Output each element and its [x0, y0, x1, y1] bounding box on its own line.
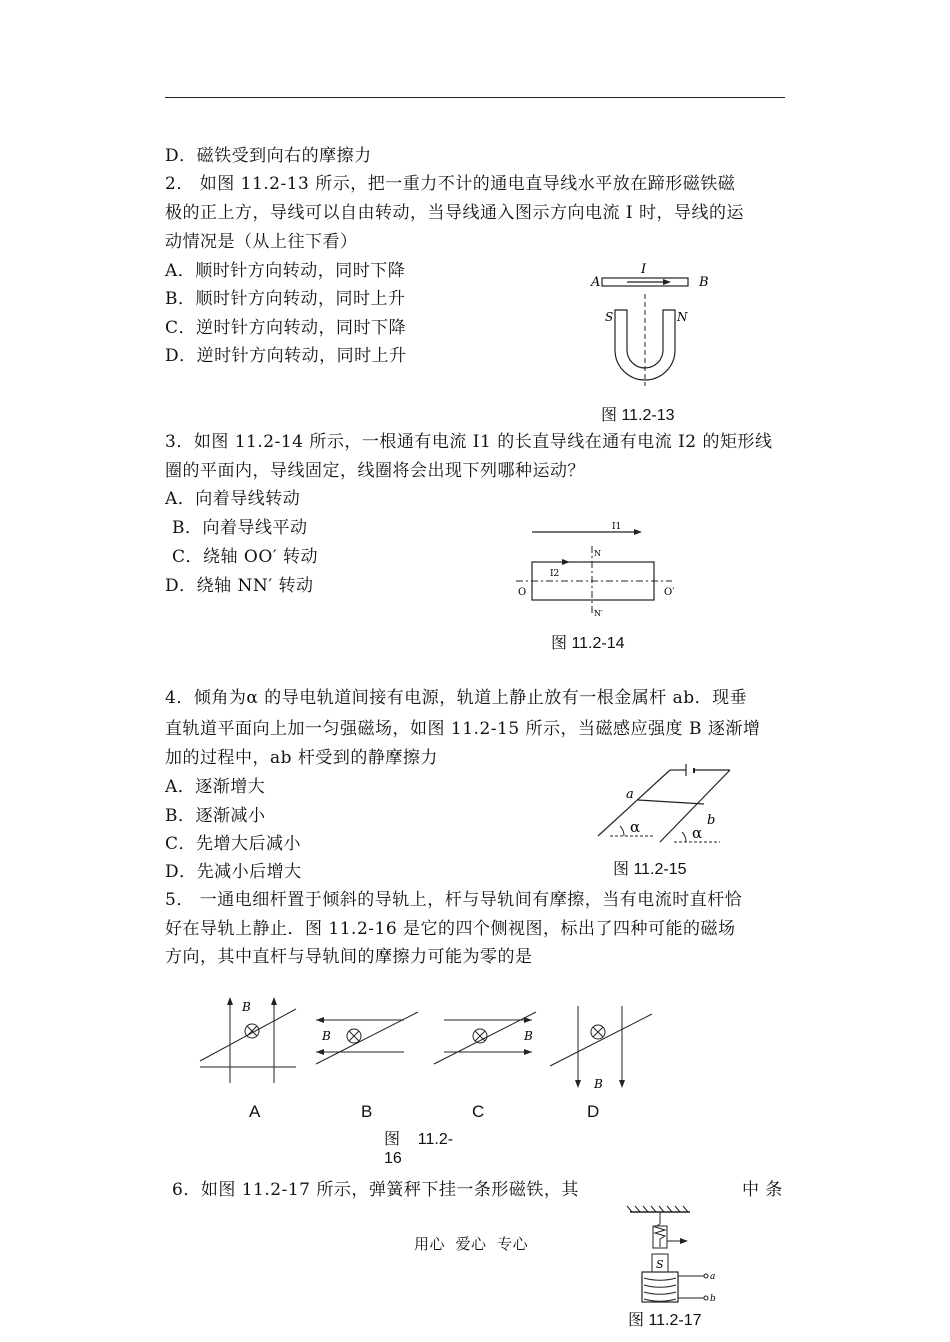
figure-11-2-17 — [620, 1204, 730, 1314]
q2-option-c: C．逆时针方向转动，同时下降 — [165, 318, 407, 338]
fig13-caption: 图 11.2-13 — [601, 407, 675, 424]
figure-11-2-13 — [585, 258, 715, 398]
q6-line1-end: 中 条 — [742, 1180, 783, 1200]
fig13-label-a: A — [591, 275, 601, 290]
figure-11-2-14 — [510, 518, 690, 624]
q3-line1: 3．如图 11.2-14 所示，一根通有电流 I1 的长直导线在通有电流 I2 的矩形线 — [165, 432, 773, 452]
q2-option-d: D．逆时针方向转动，同时上升 — [165, 346, 407, 366]
q3-line2: 圈的平面内，导线固定，线圈将会出现下列哪种运动？ — [165, 461, 585, 481]
fig16-label-c: C — [472, 1102, 485, 1121]
q2-line2: 极的正上方，导线可以自由转动，当导线通入图示方向电流 I 时，导线的运 — [165, 203, 745, 223]
fig17-caption: 图 11.2-17 — [628, 1312, 702, 1329]
fig16-c-field: B — [524, 1029, 533, 1043]
q2-option-a: A．顺时针方向转动，同时下降 — [165, 261, 406, 281]
page-footer: 用心 爱心 专心 — [414, 1235, 529, 1253]
q4-option-d: D．先减小后增大 — [165, 862, 302, 882]
fig16-a-field: B — [242, 1000, 251, 1014]
q3-option-a: A．向着导线转动 — [165, 489, 301, 509]
fig13-label-b: B — [699, 275, 709, 290]
fig17-label-a: a — [710, 1272, 716, 1282]
fig16-caption-2: 16 — [384, 1150, 402, 1167]
q2-line3: 动情况是（从上往下看） — [165, 232, 358, 252]
q4-line1: 4．倾角为α 的导电轨道间接有电源，轨道上静止放有一根金属杆 ab．现垂 — [165, 688, 748, 708]
figure-11-2-15 — [594, 768, 744, 854]
fig16-d-field: B — [594, 1077, 603, 1091]
fig15-caption: 图 11.2-15 — [613, 861, 687, 878]
q3-option-d: D．绕轴 NN′ 转动 — [165, 576, 314, 596]
q5-line2: 好在导轨上静止．图 11.2-16 是它的四个侧视图，标出了四种可能的磁场 — [165, 919, 736, 939]
fig15-label-b: b — [707, 813, 716, 828]
fig14-label-i2: I2 — [550, 569, 560, 579]
fig14-label-o2: O′ — [664, 587, 675, 598]
fig16-label-b: B — [361, 1102, 373, 1121]
fig14-label-i1: I1 — [612, 522, 622, 532]
fig16-label-a: A — [249, 1102, 261, 1121]
fig14-caption: 图 11.2-14 — [551, 635, 625, 652]
q5-line3: 方向，其中直杆与导轨间的摩擦力可能为零的是 — [165, 947, 533, 967]
fig15-angle-left: α — [630, 818, 641, 836]
q3-option-c: C．绕轴 OO′ 转动 — [172, 547, 319, 567]
fig16-panel-d — [548, 1000, 658, 1090]
fig16-b-field: B — [322, 1029, 331, 1043]
fig16-caption-1: 图 11.2- — [384, 1131, 454, 1148]
q4-line3: 加的过程中，ab 杆受到的静摩擦力 — [165, 748, 438, 768]
q3-option-b: B．向着导线平动 — [172, 518, 308, 538]
fig15-label-a: a — [626, 787, 634, 802]
fig13-label-s: S — [605, 310, 614, 324]
fig17-label-s: S — [656, 1258, 664, 1271]
q2-line1: 2． 如图 11.2-13 所示，把一重力不计的通电直导线水平放在蹄形磁铁磁 — [165, 174, 736, 194]
fig14-label-n2: N′ — [594, 609, 603, 618]
q4-option-b: B．逐渐减小 — [165, 806, 266, 826]
fig13-label-n: N — [677, 310, 688, 324]
q4-option-a: A．逐渐增大 — [165, 777, 266, 797]
q2-option-b: B．顺时针方向转动，同时上升 — [165, 289, 406, 309]
q1-option-d: D．磁铁受到向右的摩擦力 — [165, 146, 372, 166]
fig14-label-o: O — [518, 587, 527, 598]
fig17-label-b: b — [710, 1294, 716, 1304]
fig13-label-i: I — [641, 262, 647, 277]
q6-line1: 6．如图 11.2-17 所示，弹簧秤下挂一条形磁铁，其 — [172, 1180, 579, 1200]
fig14-label-n: N — [594, 549, 601, 558]
fig16-label-d: D — [587, 1102, 600, 1121]
q4-line2: 直轨道平面向上加一匀强磁场，如图 11.2-15 所示，当磁感应强度 B 逐渐增 — [165, 719, 761, 739]
q4-option-c: C．先增大后减小 — [165, 834, 302, 854]
fig15-angle-right: α — [692, 824, 703, 842]
header-rule — [165, 97, 785, 98]
q5-line1: 5． 一通电细杆置于倾斜的导轨上，杆与导轨间有摩擦，当有电流时直杆恰 — [165, 890, 743, 910]
fig16-panel-b — [314, 1010, 424, 1070]
fig16-panel-a — [198, 995, 298, 1085]
fig16-panel-c — [432, 1010, 542, 1070]
